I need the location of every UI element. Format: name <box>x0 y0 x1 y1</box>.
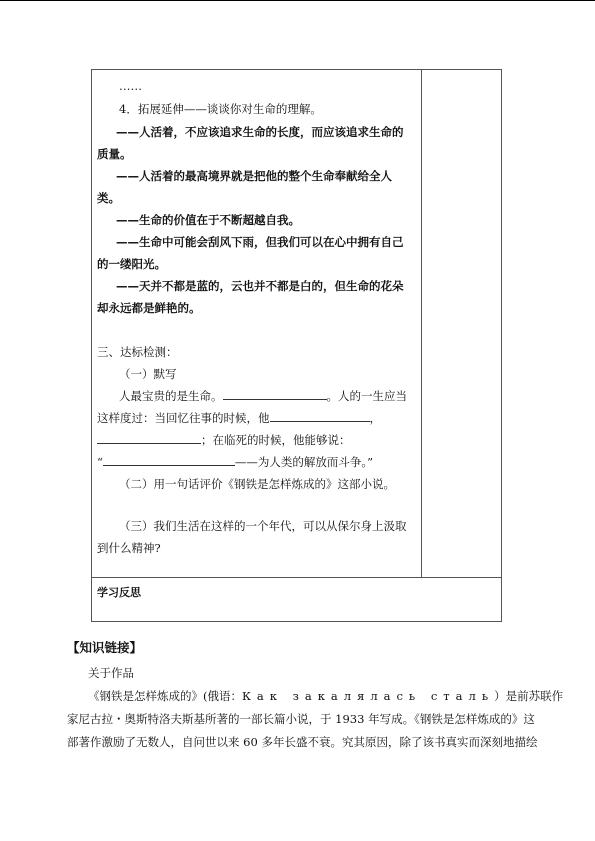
fill-2-text-a: 这样度过：当回忆往事的时候，他 <box>97 411 270 425</box>
fill-blank-4[interactable] <box>103 454 235 466</box>
knowledge-link-heading: 【知识链接】 <box>67 640 143 655</box>
about-work-label: 关于作品 <box>88 666 134 680</box>
p1-text-b: ）是前苏联作 <box>494 689 564 703</box>
quote-5-line-2: 却永远都是鲜艳的。 <box>97 301 201 315</box>
fill-blank-1[interactable] <box>223 388 327 400</box>
reflection-label: 学习反思 <box>97 586 141 599</box>
section-3-title: 三、达标检测： <box>97 345 178 359</box>
fill-line-3 <box>97 432 351 447</box>
table-row-divider <box>91 577 502 578</box>
sub-3-question-line-2: 到什么精神? <box>97 541 161 555</box>
page-top-rule <box>0 0 595 1</box>
quote-2-line-2: 类。 <box>97 191 120 205</box>
p1-text-a: 《钢铁是怎样炼成的》(俄语： <box>88 689 242 703</box>
sub-3-question-line-1: （三）我们生活在这样的一个年代，可以从保尔身上汲取 <box>119 519 407 533</box>
table-column-divider <box>421 69 422 577</box>
paragraph-line-2: 家尼古拉・奥斯特洛夫斯基所著的一部长篇小说，于 1933 年写成。《钢铁是怎样炼成的》这 <box>67 712 535 726</box>
quote-4-line-2: 的一缕阳光。 <box>97 257 166 271</box>
fill-1-text-b: 。人的一生应当 <box>326 389 407 403</box>
fill-blank-3[interactable] <box>97 432 201 444</box>
fill-line-2 <box>97 410 381 425</box>
ellipsis-text: …… <box>119 79 142 93</box>
quote-4-line-1: ——生命中可能会刮风下雨，但我们可以在心中拥有自己 <box>116 235 404 249</box>
quote-1-line-2: 质量。 <box>97 147 132 161</box>
fill-1-text-a: 人最宝贵的是生命。 <box>119 389 223 403</box>
fill-line-1 <box>119 388 407 403</box>
fill-2-text-b: ， <box>369 411 381 425</box>
sub-1-title: （一）默写 <box>119 367 177 381</box>
fill-4-text-a: “ <box>97 455 103 469</box>
quote-2-line-1: ——人活着的最高境界就是把他的整个生命奉献给全人 <box>116 169 392 183</box>
fill-blank-2[interactable] <box>270 410 370 422</box>
fill-line-4 <box>97 454 373 469</box>
paragraph-line-3: 部著作激励了无数人，自问世以来 60 多年长盛不衰。究其原因，除了该书真实而深刻地描绘 <box>67 735 538 749</box>
quote-5-line-1: ——天并不都是蓝的，云也并不都是白的，但生命的花朵 <box>116 279 404 293</box>
sub-2-question: （二）用一句话评价《钢铁是怎样炼成的》这部小说。 <box>119 477 395 491</box>
russian-title: Как закалялась сталь <box>242 689 495 703</box>
fill-3-text-b: ；在临死的时候，他能够说： <box>201 433 351 447</box>
quote-1-line-1: ——人活着，不应该追求生命的长度，而应该追求生命的 <box>116 125 404 139</box>
fill-4-text-b: ——为人类的解放而斗争。” <box>234 455 374 469</box>
quote-3: ——生命的价值在于不断超越自我。 <box>116 213 300 227</box>
item-4-title: 4．拓展延伸——谈谈你对生命的理解。 <box>119 102 322 116</box>
paragraph-line-1 <box>88 689 563 703</box>
